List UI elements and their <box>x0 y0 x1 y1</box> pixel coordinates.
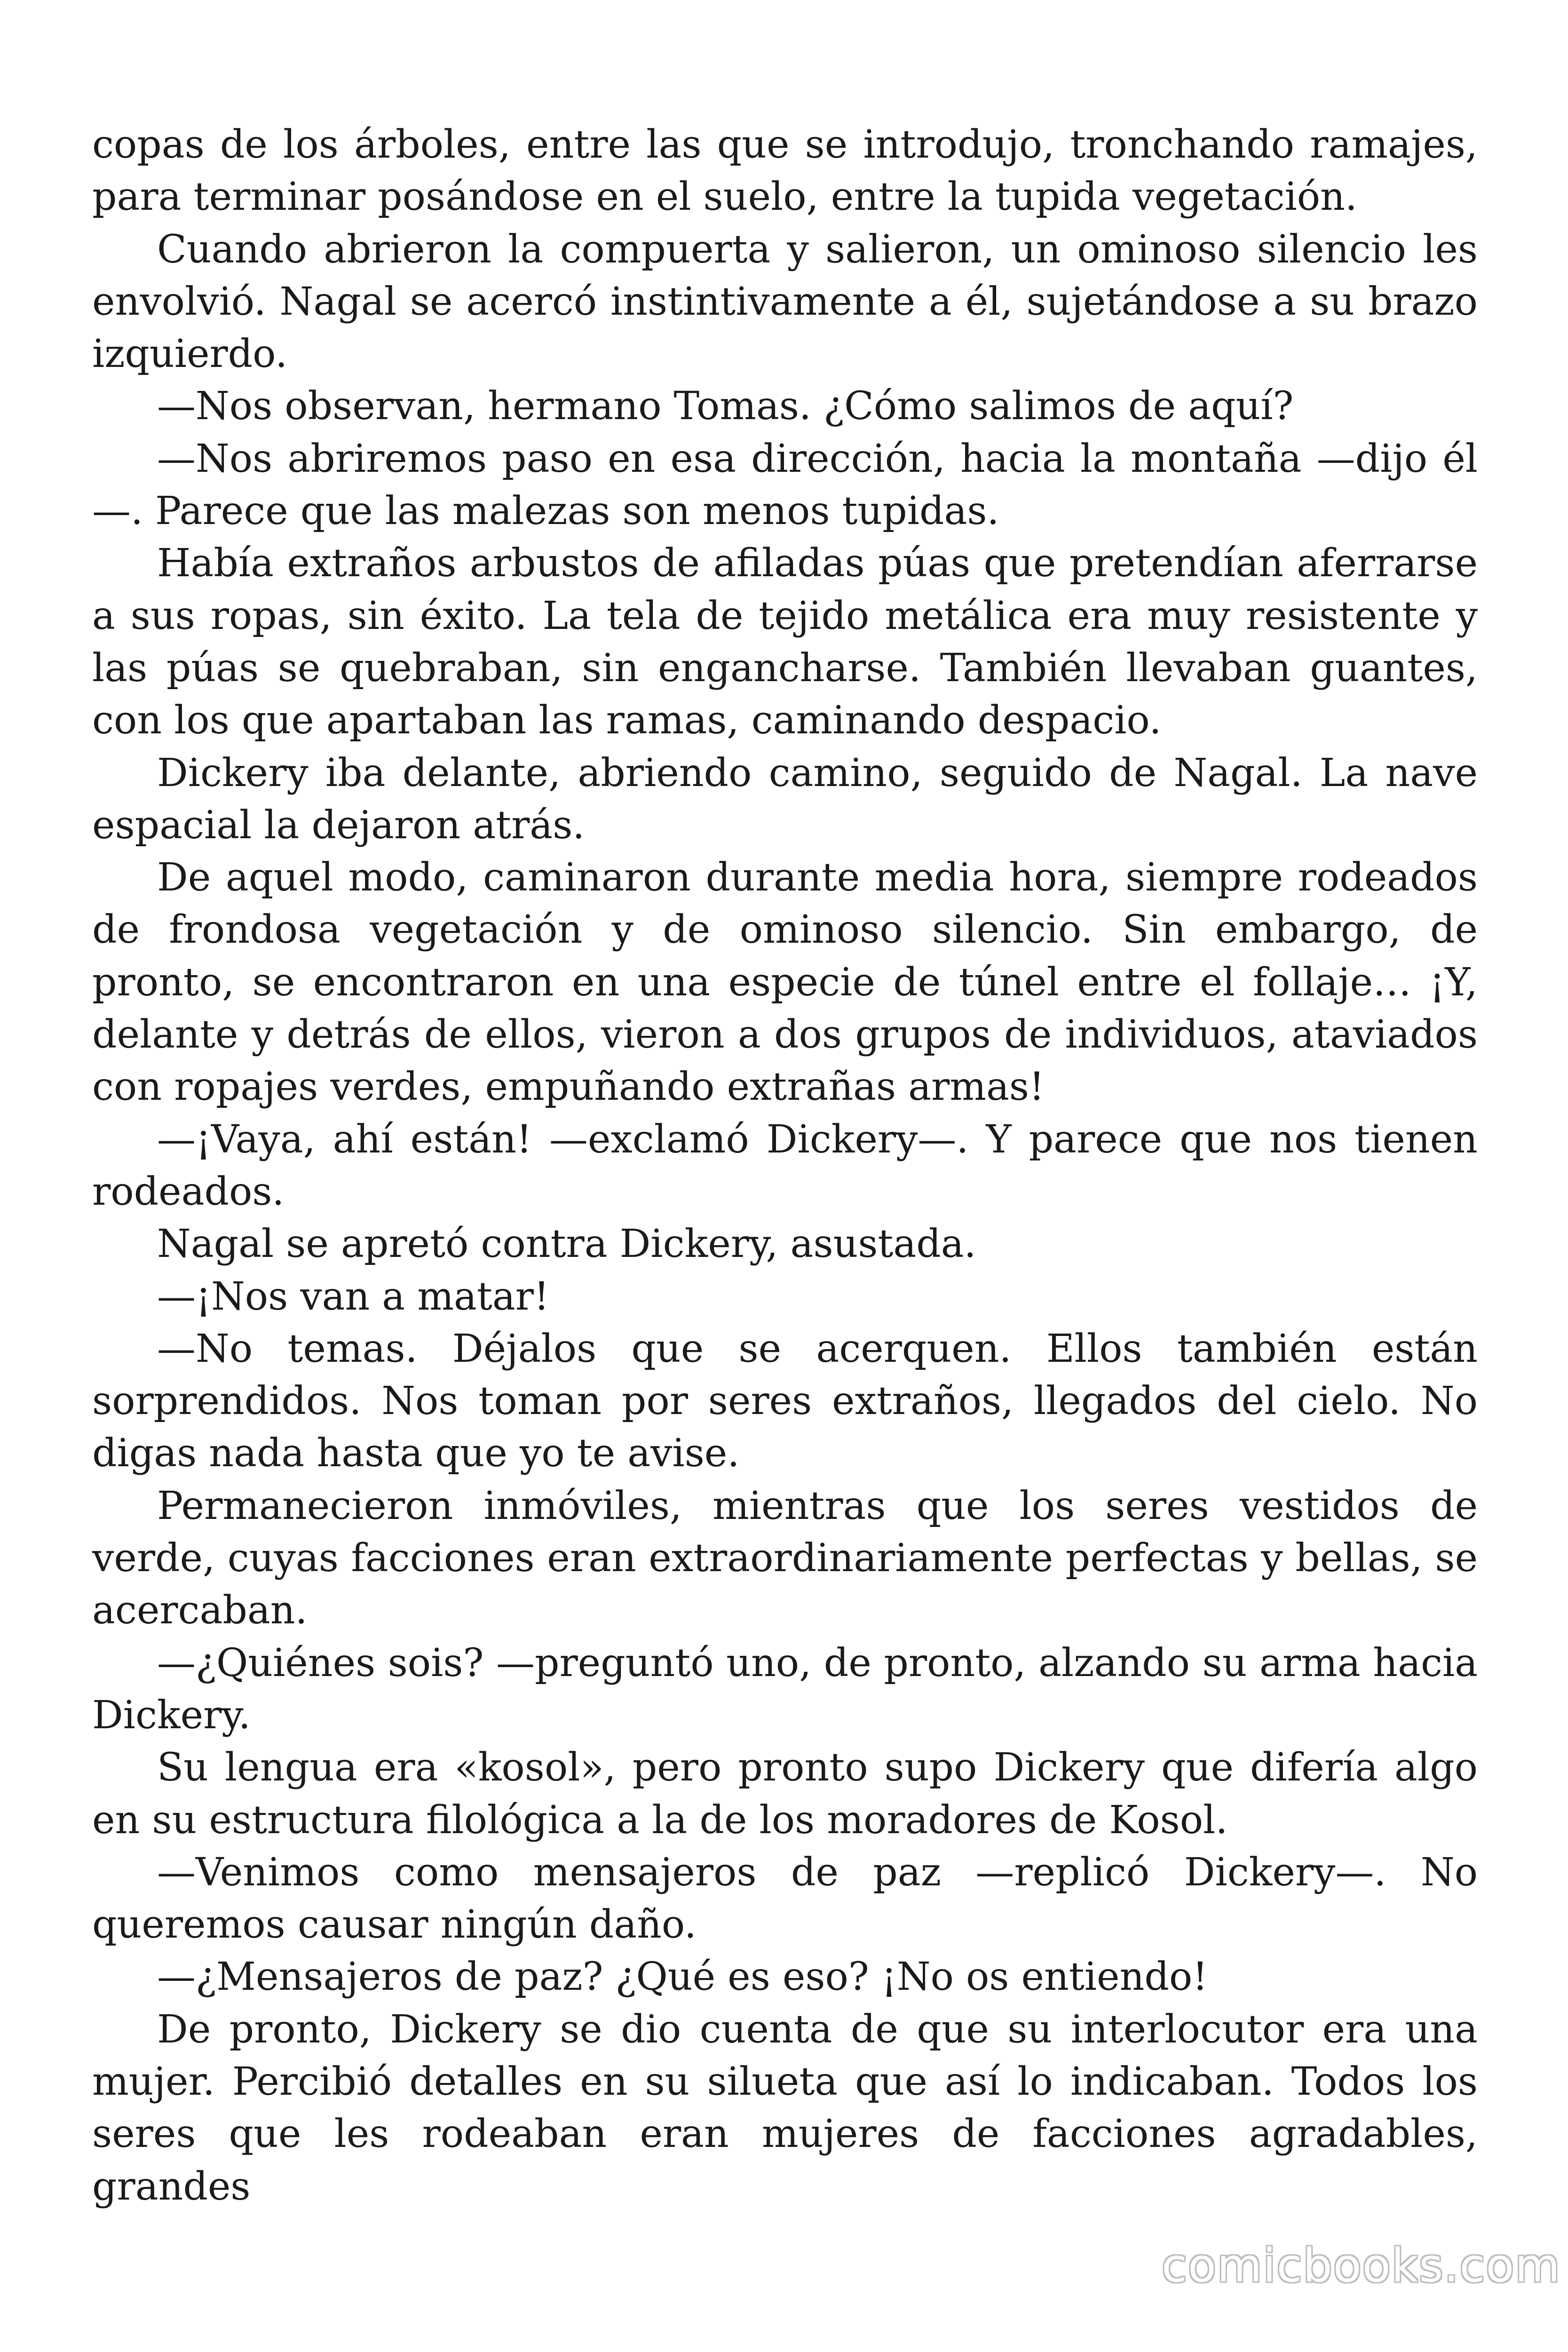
body-text <box>92 119 1478 2213</box>
paragraph: —Venimos como mensajeros de paz —replicó Dickery—. No queremos causar ningún daño. <box>92 1850 1478 1947</box>
paragraph: —¿Quiénes sois? —preguntó uno, de pronto, alzando su arma hacia Dickery. <box>92 1640 1478 1738</box>
paragraph: —¡Nos van a matar! <box>157 1274 549 1319</box>
paragraph: De aquel modo, caminaron durante media hora, siempre rodeados de frondosa vegetación y de ominoso silencio. Sin embargo, de pronto, se encontraron en una especie de túnel entre el follaje… ¡Y, delante y detrás de ellos, vieron a dos grupos de individuos, ataviados con ropajes verdes, empuñando extrañas armas! <box>92 855 1478 1110</box>
paragraph: Cuando abrieron la compuerta y salieron, un ominoso silencio les envolvió. Nagal se acercó instintivamente a él, sujetándose a su brazo izquierdo. <box>92 227 1478 377</box>
paragraph: —Nos abriremos paso en esa dirección, hacia la montaña —dijo él —. Parece que las malezas son menos tupidas. <box>92 436 1478 534</box>
watermark: comicbooks.com <box>1162 2239 1561 2293</box>
paragraph: De pronto, Dickery se dio cuenta de que su interlocutor era una mujer. Percibió detalles en su silueta que así lo indicaban. Todos los seres que les rodeaban eran mujeres de facciones agradables, grandes <box>92 2007 1478 2209</box>
paragraph: —¡Vaya, ahí están! —exclamó Dickery—. Y parece que nos tienen rodeados. <box>92 1117 1478 1214</box>
paragraph: —¿Mensajeros de paz? ¿Qué es eso? ¡No os entiendo! <box>157 1955 1208 2000</box>
paragraph: Permanecieron inmóviles, mientras que los seres vestidos de verde, cuyas facciones eran extraordinariamente perfectas y bellas, se acercaban. <box>92 1483 1478 1633</box>
paragraph: Su lengua era «kosol», pero pronto supo Dickery que difería algo en su estructura filológica a la de los moradores de Kosol. <box>92 1745 1478 1843</box>
paragraph: copas de los árboles, entre las que se introdujo, tronchando ramajes, para terminar posándose en el suelo, entre la tupida vegetación. <box>92 122 1478 220</box>
paragraph: Dickery iba delante, abriendo camino, seguido de Nagal. La nave espacial la dejaron atrás. <box>92 750 1478 848</box>
paragraph: Nagal se apretó contra Dickery, asustada. <box>157 1222 976 1267</box>
paragraph: Había extraños arbustos de afiladas púas que pretendían aferrarse a sus ropas, sin éxito. La tela de tejido metálica era muy resistente y las púas se quebraban, sin engancharse. También llevaban guantes, con los que apartaban las ramas, caminando despacio. <box>92 541 1478 743</box>
paragraph: —Nos observan, hermano Tomas. ¿Cómo salimos de aquí? <box>157 384 1294 429</box>
paragraph: —No temas. Déjalos que se acerquen. Ellos también están sorprendidos. Nos toman por seres extraños, llegados del cielo. No digas nada hasta que yo te avise. <box>92 1326 1478 1476</box>
